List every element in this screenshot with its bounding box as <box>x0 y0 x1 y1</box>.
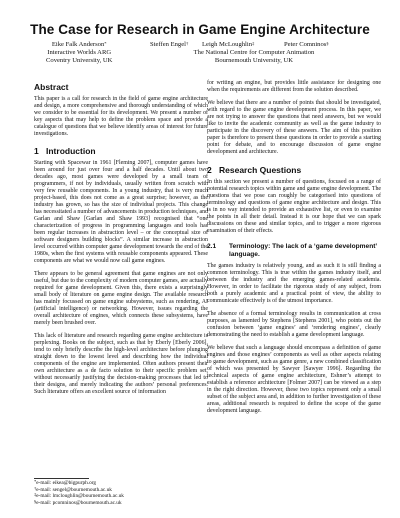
footnote: §e-mail: pcomninos@bournemouth.ac.uk <box>34 498 122 506</box>
introduction-paragraph-3: This lack of literature and research regarding game engine architecture is perplexing. Books on the subject, such as that by Eberly [Eberly 2006], tend to only briefly describe the high-level architecture before plunging straight down to the lowest level and describing how the individual components of the engine are implemented. Often authors present their own architecture as a de facto solution to their specific problem set, without necessarily justifying the decision-making processes that led to their designs, and merely indicating the authors’ personal preferences. Such literature offers an excellent source of information <box>34 333 208 395</box>
paper-title: The Case for Research in Game Engine Architecture <box>30 22 370 37</box>
section-heading-research-questions <box>207 165 381 176</box>
section-number: 1 <box>34 146 39 156</box>
section-heading-introduction <box>34 146 208 157</box>
author-name: Steffen Engel† <box>150 41 189 48</box>
author-block-2 <box>150 41 188 49</box>
author-name: Peter Comninos§ <box>284 41 329 48</box>
abstract-heading: Abstract <box>34 82 69 92</box>
footnote: †e-mail: sengel@bournemouth.ac.uk <box>34 485 112 493</box>
footnote: ‡e-mail: lmcloughlin@bournemouth.ac.uk <box>34 492 124 499</box>
author-block-3 <box>202 41 254 49</box>
intro-continued-paragraph: We believe that there are a number of points that should be investigated, with regard to the game engine development process. In this paper, we are not trying to answer the questions that need answers, but we would like to invite the academic community as well as the game industry to participate in the discovery of these answers. The aim of this position paper is therefore to present these questions in order to provide a starting point for debate, and to encourage discussion of game engine development and architecture. <box>207 100 381 155</box>
author-affiliation: The National Centre for Computer Animation <box>193 49 315 56</box>
right-column <box>207 80 381 415</box>
introduction-paragraph-1: Starting with Spacewar in 1961 [Fleming 2007], computer games have been around for just over four and a half decades. Until about two decades ago, most games were developed by a small team of programmers, if not by individuals, usually written from scratch with very few reusable components. In a young industry, that is very much project-based, this does not come as a great surprise; however, as the industry has grown, so has the size of individual projects. This change has necessitated a number of advancements in production techniques, and Garlan and Shaw [Garlan and Shaw 1993] recognised that “one characterization of progress in programming languages and tools has been regular increases in abstraction level – or the conceptual size of software designers building blocks”. A similar increase in abstraction level occurred within computer game development towards the end of the 1980s, when the first systems with reusable components appeared. These components are what we would now call game engines. <box>34 160 208 264</box>
author-block-1 <box>46 41 112 65</box>
terminology-paragraph-3: We believe that such a language should encompass a definition of game engines and those engines’ components as well as other aspects relating to game development, such as game genre, a new combined classification of which was presented by Sawyer [Sawyer 1996]. Regarding the technical aspects of game engine architecture, Eshner’s attempt to establish a reference architecture [Folmer 2007] can be viewed as a step in the right direction. However, these two topics represent only a small subset of the subject area and, in addition to further investigation of these areas, additional research is required to define the scope of the game development language. <box>207 345 381 414</box>
introduction-paragraph-2: There appears to be general agreement that game engines are not only useful, but due to the complexity of modern computer games, are actually required for game development. Given this, there exists a surprisingly small body of literature on game engine design. The available research has mainly focussed on game engine subsystems, such as rendering, AI (artificial intelligence) or networking. However, issues regarding the overall architecture of engines, which connects these subsystems, have merely been brushed over. <box>34 271 208 326</box>
footnotes <box>34 480 124 506</box>
left-column <box>34 82 208 396</box>
author-affiliation: Bournemouth University, UK <box>214 57 294 64</box>
section-title: Introduction <box>46 146 96 156</box>
author-affiliation: Interactive Worlds ARG <box>47 49 112 56</box>
subsection-number: 2.1 <box>207 243 217 250</box>
author-block-4 <box>284 41 329 49</box>
footnote-rule <box>34 478 89 479</box>
footnote: *e-mail: eikea@bigpurph.org <box>34 479 97 486</box>
subsection-heading-terminology <box>207 243 381 259</box>
terminology-paragraph-1: The games industry is relatively young, and as such it is still finding a common terminology. This is true within the games industry itself, and between the industry and the emerging games-related academia. However, in order to facilitate the rigorous study of any subject, from both a purely academic and a practical point of view, the ability to communicate effectively is of the utmost importance. <box>207 263 381 304</box>
research-questions-paragraph: In this section we present a number of questions, focused on a range of potential research topics within game and game engine development. The questions that we pose can roughly be categorised into questions of terminology and questions of game engine architecture and design. This is in no way intended to provide an exhaustive list, or even to examine the points in all their detail. Instead it is our hope that we can spark discussions on these and similar topics, and to trigger a more rigorous examination of their effects. <box>207 179 381 234</box>
section-number: 2 <box>207 165 212 175</box>
intro-continued-paragraph: for writing an engine, but provides little assistance for designing one when the requirements are different from the solution described. <box>207 80 381 93</box>
abstract-paragraph: This paper is a call for research in the field of game engine architecture and design, a more comprehensive and thorough understanding of which we consider to be essential for its development. We present a number of key aspects that may help to define the problem space and provide a catalogue of questions that we believe identify areas of interest for future investigations. <box>34 96 208 137</box>
author-affiliation: Coventry University, UK <box>46 57 113 64</box>
subsection-title: Terminology: The lack of a ‘game development’ language. <box>229 243 377 258</box>
section-title: Research Questions <box>219 165 302 175</box>
terminology-paragraph-2: The absence of a formal terminology results in communication at cross purposes, as lamented by Stephens [Stephens 2001], who points out the confusion between ‘game engines’ and ‘rendering engines’, clearly demonstrating the need to establish a game development language. <box>207 311 381 338</box>
author-affiliation-shared <box>166 49 342 65</box>
author-name: Leigh McLoughlin‡ <box>202 41 255 48</box>
author-name: Eike Falk Anderson* <box>51 41 107 48</box>
